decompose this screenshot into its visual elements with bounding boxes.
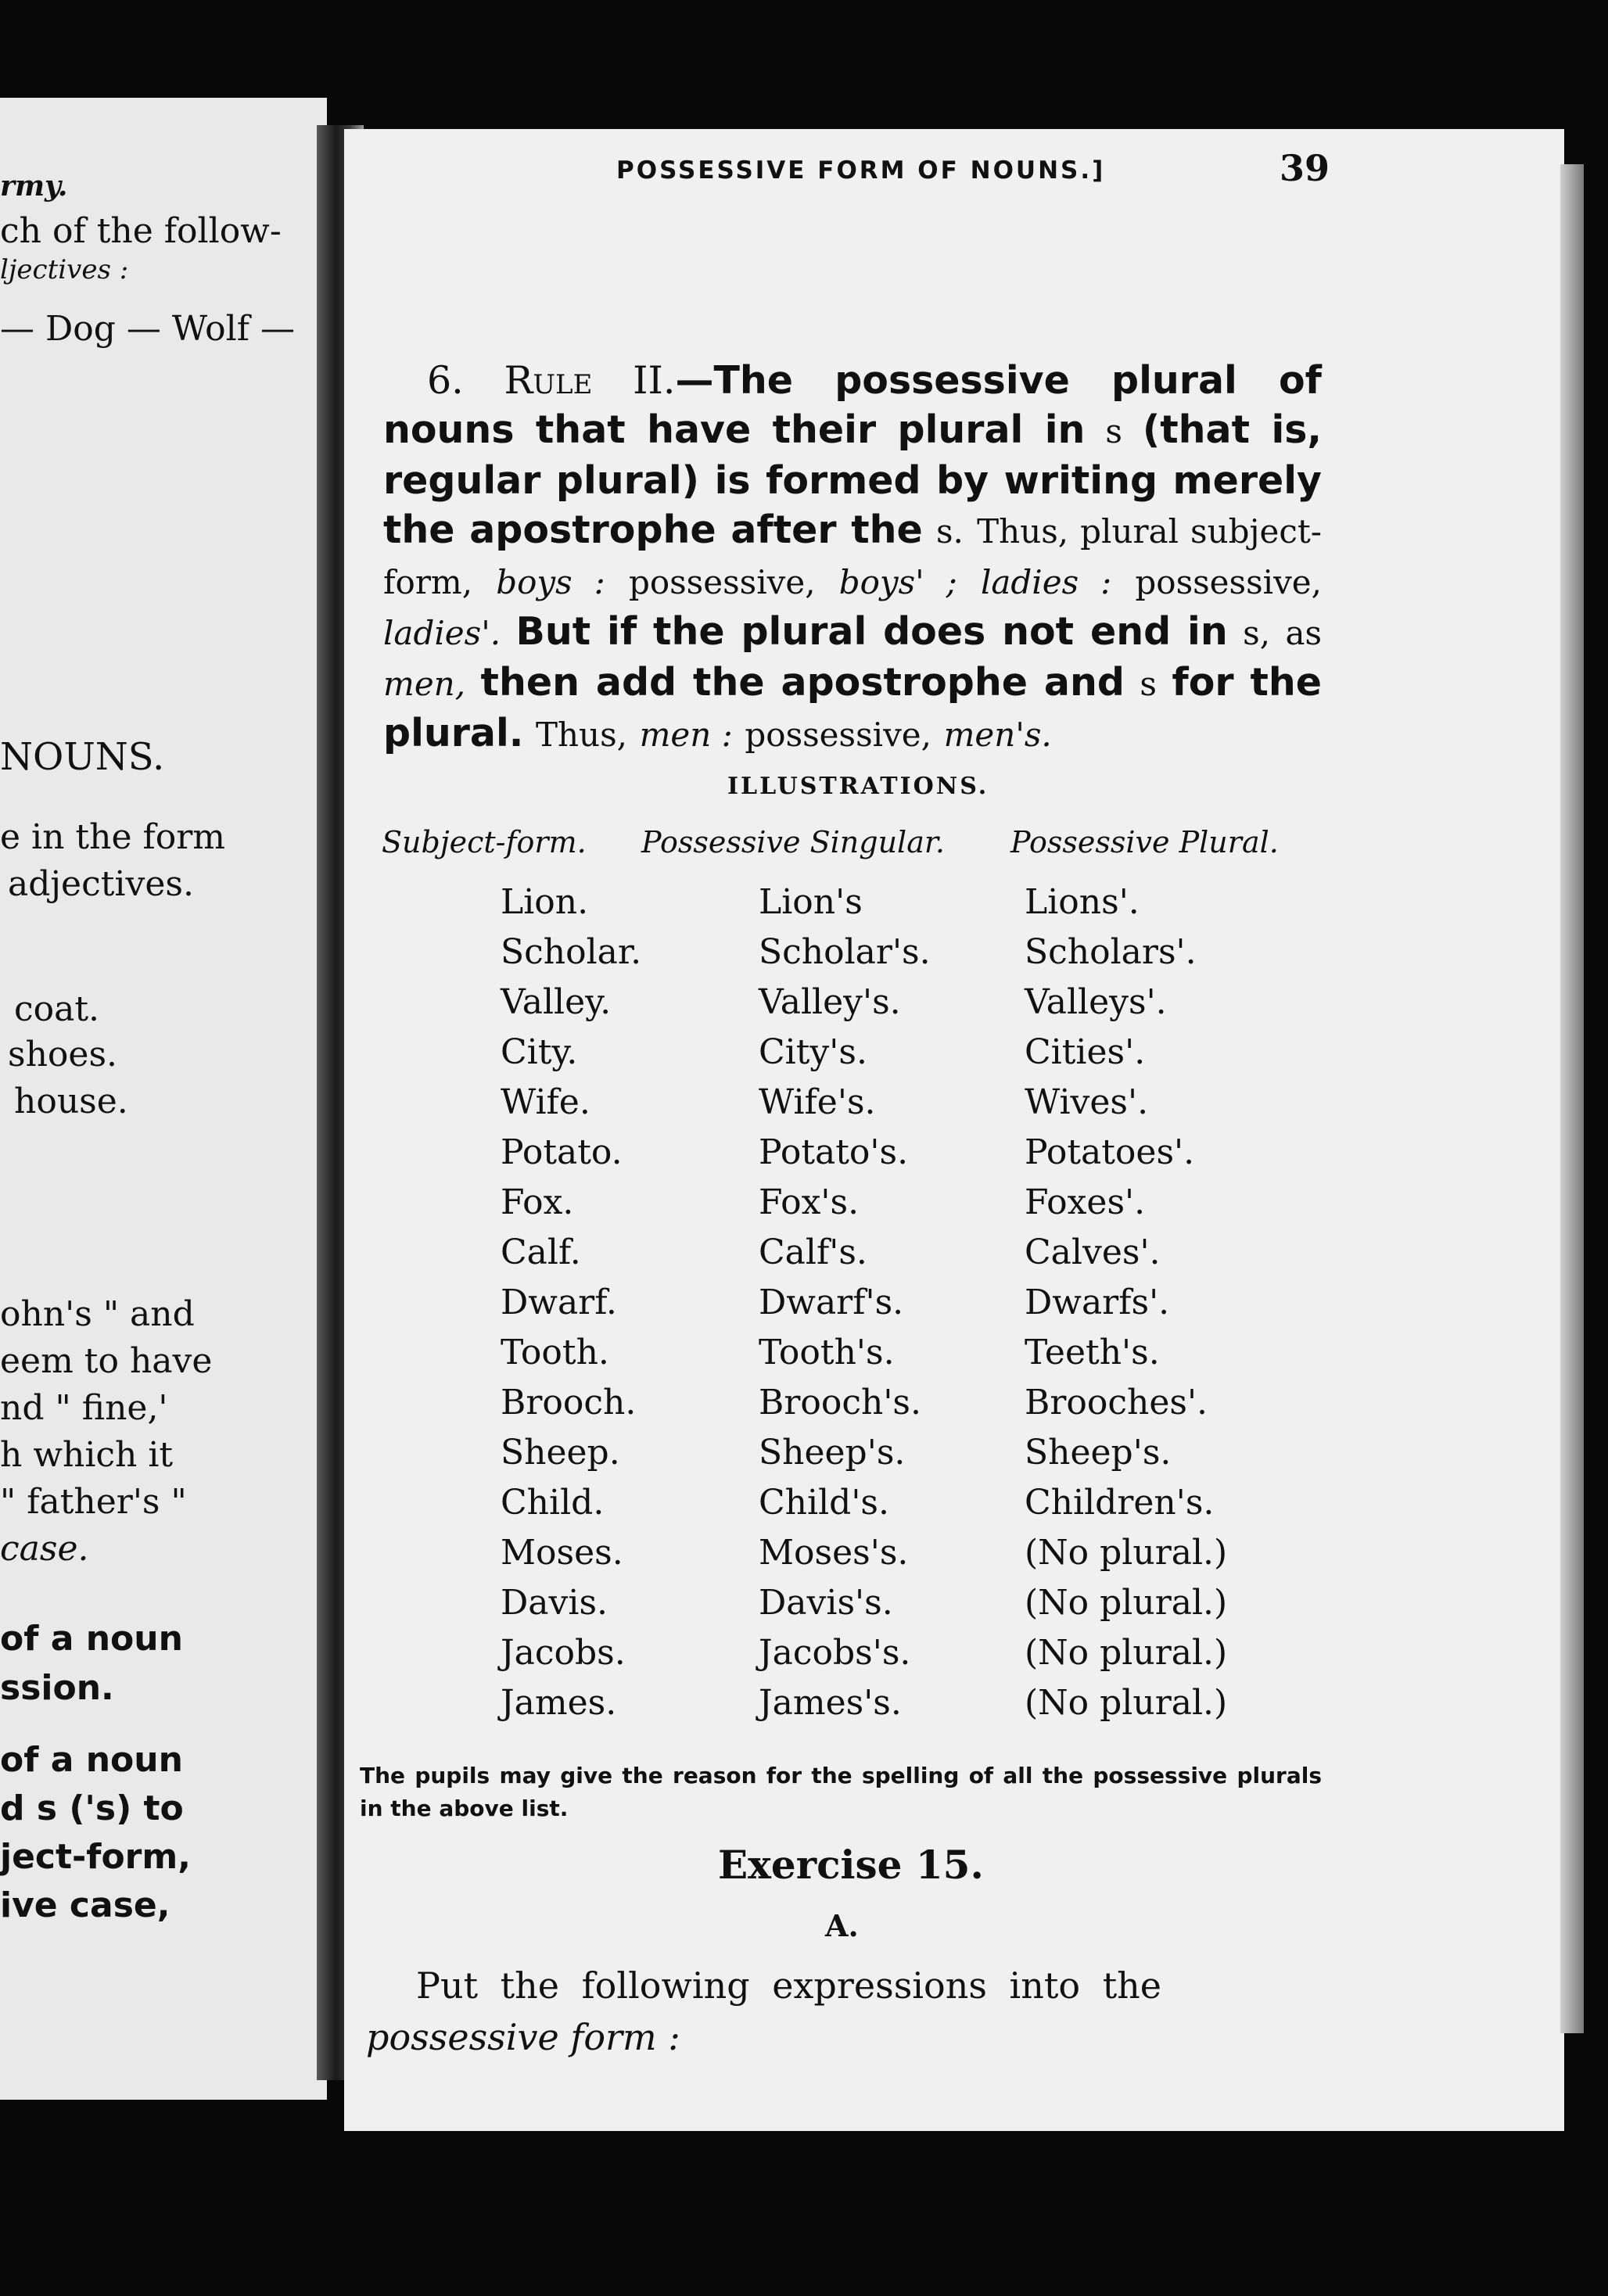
- cell-subject-form: Tooth.: [501, 1333, 609, 1372]
- cell-possessive-singular: Dwarf's.: [759, 1283, 904, 1322]
- cell-possessive-plural: Calves'.: [1025, 1232, 1161, 1272]
- example-word: ladies'.: [383, 614, 501, 652]
- rule-bold-text: —The possessive plural of nouns that have their plural in: [383, 358, 1323, 452]
- cell-possessive-singular: Wife's.: [759, 1082, 876, 1122]
- cell-possessive-singular: James's.: [759, 1683, 902, 1723]
- example-word: men :: [639, 716, 733, 754]
- cell-subject-form: Child.: [501, 1483, 605, 1523]
- rule-bold-text: (that is, regular plural) is formed by writing merely the apostrophe after the: [383, 407, 1323, 552]
- left-fragment: shoes.: [8, 1035, 118, 1074]
- cell-subject-form: Fox.: [501, 1182, 574, 1222]
- cell-subject-form: Scholar.: [501, 932, 642, 972]
- cell-possessive-plural: Valleys'.: [1025, 982, 1167, 1022]
- cell-subject-form: Jacobs.: [501, 1633, 626, 1673]
- rule-text: Thus, plural subject-form,: [383, 512, 1322, 601]
- cell-possessive-plural: Lions'.: [1025, 882, 1140, 922]
- cell-possessive-singular: Scholar's.: [759, 932, 931, 972]
- cell-subject-form: James.: [501, 1683, 617, 1723]
- left-fragment: h which it: [0, 1435, 174, 1475]
- cell-possessive-plural: Dwarfs'.: [1025, 1283, 1170, 1322]
- rule-text: possessive,: [1135, 563, 1322, 601]
- cell-possessive-singular: Moses's.: [759, 1533, 909, 1573]
- left-fragment: e in the form: [0, 817, 225, 857]
- cell-subject-form: Brooch.: [501, 1383, 637, 1422]
- cell-possessive-singular: Calf's.: [759, 1232, 867, 1272]
- cell-possessive-singular: Child's.: [759, 1483, 889, 1523]
- cell-possessive-singular: Davis's.: [759, 1583, 893, 1623]
- cell-possessive-plural: (No plural.): [1025, 1533, 1228, 1573]
- letter-s: s: [1140, 665, 1157, 703]
- rule-paragraph: [383, 356, 1322, 759]
- page-edge: [1560, 164, 1584, 2033]
- left-fragment: ject-form,: [0, 1837, 191, 1877]
- cell-possessive-singular: Valley's.: [759, 982, 901, 1022]
- cell-subject-form: Moses.: [501, 1533, 623, 1573]
- exercise-section-letter: A.: [825, 1908, 859, 1943]
- letter-s: s,: [1243, 614, 1271, 652]
- column-header-possessive-plural: Possessive Plural.: [1010, 825, 1279, 859]
- left-fragment: ssion.: [0, 1668, 114, 1708]
- example-word: ladies :: [980, 563, 1112, 601]
- left-fragment: ive case,: [0, 1885, 170, 1925]
- exercise-instruction: [366, 1960, 1328, 2063]
- cell-possessive-plural: (No plural.): [1025, 1683, 1228, 1723]
- example-word: boys' ;: [838, 563, 957, 601]
- cell-possessive-plural: Cities'.: [1025, 1032, 1146, 1072]
- cell-possessive-singular: Sheep's.: [759, 1433, 906, 1473]
- cell-possessive-singular: Jacobs's.: [759, 1633, 911, 1673]
- cell-subject-form: Wife.: [501, 1082, 590, 1122]
- cell-possessive-plural: Potatoes'.: [1025, 1132, 1195, 1172]
- cell-possessive-plural: Children's.: [1025, 1483, 1215, 1523]
- example-word: men,: [383, 665, 466, 703]
- cell-possessive-singular: Brooch's.: [759, 1383, 921, 1422]
- column-header-possessive-singular: Possessive Singular.: [641, 825, 945, 859]
- left-fragment: of a noun: [0, 1740, 183, 1780]
- cell-possessive-plural: Foxes'.: [1025, 1182, 1146, 1222]
- left-fragment: eem to have: [0, 1341, 213, 1381]
- instruction-text: Put the following expressions into the: [416, 1964, 1162, 2007]
- rule-bold-text: But if the plural does not end in: [515, 609, 1228, 654]
- cell-possessive-singular: Fox's.: [759, 1182, 860, 1222]
- rule-text: possessive,: [628, 563, 816, 601]
- cell-subject-form: Valley.: [501, 982, 612, 1022]
- cell-possessive-plural: Sheep's.: [1025, 1433, 1172, 1473]
- footnote: The pupils may give the reason for the spelling of all the possessive plurals in the above list.: [360, 1763, 1322, 1821]
- example-word: boys :: [496, 563, 605, 601]
- left-fragment: ohn's " and: [0, 1294, 195, 1334]
- left-fragment: nd " fine,': [0, 1388, 168, 1428]
- rule-text: as: [1285, 614, 1323, 652]
- left-fragment: house.: [14, 1082, 128, 1121]
- cell-possessive-singular: Lion's: [759, 882, 863, 922]
- running-head: POSSESSIVE FORM OF NOUNS.]: [616, 156, 1106, 185]
- column-header-subject-form: Subject-form.: [382, 825, 587, 859]
- cell-subject-form: Dwarf.: [501, 1283, 617, 1322]
- cell-subject-form: City.: [501, 1032, 578, 1072]
- cell-possessive-singular: Tooth's.: [759, 1333, 895, 1372]
- cell-possessive-plural: (No plural.): [1025, 1583, 1228, 1623]
- rule-text: possessive,: [745, 716, 932, 754]
- left-fragment: adjectives.: [8, 864, 194, 904]
- cell-possessive-singular: Potato's.: [759, 1132, 909, 1172]
- cell-possessive-singular: City's.: [759, 1032, 867, 1072]
- page-number: 39: [1280, 147, 1330, 189]
- left-fragment: NOUNS.: [0, 735, 165, 779]
- cell-subject-form: Lion.: [501, 882, 589, 922]
- exercise-title: Exercise 15.: [718, 1842, 984, 1888]
- instruction-italic: possessive form :: [366, 2016, 680, 2058]
- example-word: men's.: [943, 716, 1052, 754]
- left-fragment: coat.: [14, 989, 100, 1029]
- rule-label: Rule II.: [504, 358, 676, 403]
- cell-possessive-plural: Scholars'.: [1025, 932, 1197, 972]
- left-fragment: — Dog — Wolf —: [0, 309, 295, 349]
- rule-number: 6.: [427, 358, 464, 403]
- cell-possessive-plural: Wives'.: [1025, 1082, 1149, 1122]
- cell-subject-form: Davis.: [501, 1583, 608, 1623]
- left-fragment: ljectives :: [0, 254, 129, 285]
- left-fragment: d s ('s) to: [0, 1788, 184, 1828]
- letter-s: s.: [936, 512, 964, 551]
- cell-possessive-plural: (No plural.): [1025, 1633, 1228, 1673]
- left-fragment: case.: [0, 1529, 89, 1569]
- rule-bold-text: then add the apostrophe and: [480, 660, 1125, 705]
- left-fragment: rmy.: [0, 170, 68, 203]
- cell-subject-form: Sheep.: [501, 1433, 620, 1473]
- left-fragment: " father's ": [0, 1482, 187, 1522]
- rule-bold-text: for the plural.: [383, 660, 1322, 755]
- illustrations-heading: ILLUSTRATIONS.: [727, 773, 989, 800]
- cell-possessive-plural: Brooches'.: [1025, 1383, 1208, 1422]
- cell-subject-form: Calf.: [501, 1232, 581, 1272]
- left-fragment: of a noun: [0, 1619, 183, 1659]
- letter-s: s: [1105, 412, 1122, 450]
- cell-subject-form: Potato.: [501, 1132, 623, 1172]
- left-fragment: ch of the follow-: [0, 211, 282, 251]
- rule-text: Thus,: [535, 716, 628, 754]
- left-facing-page: [0, 98, 327, 2100]
- cell-possessive-plural: Teeth's.: [1025, 1333, 1160, 1372]
